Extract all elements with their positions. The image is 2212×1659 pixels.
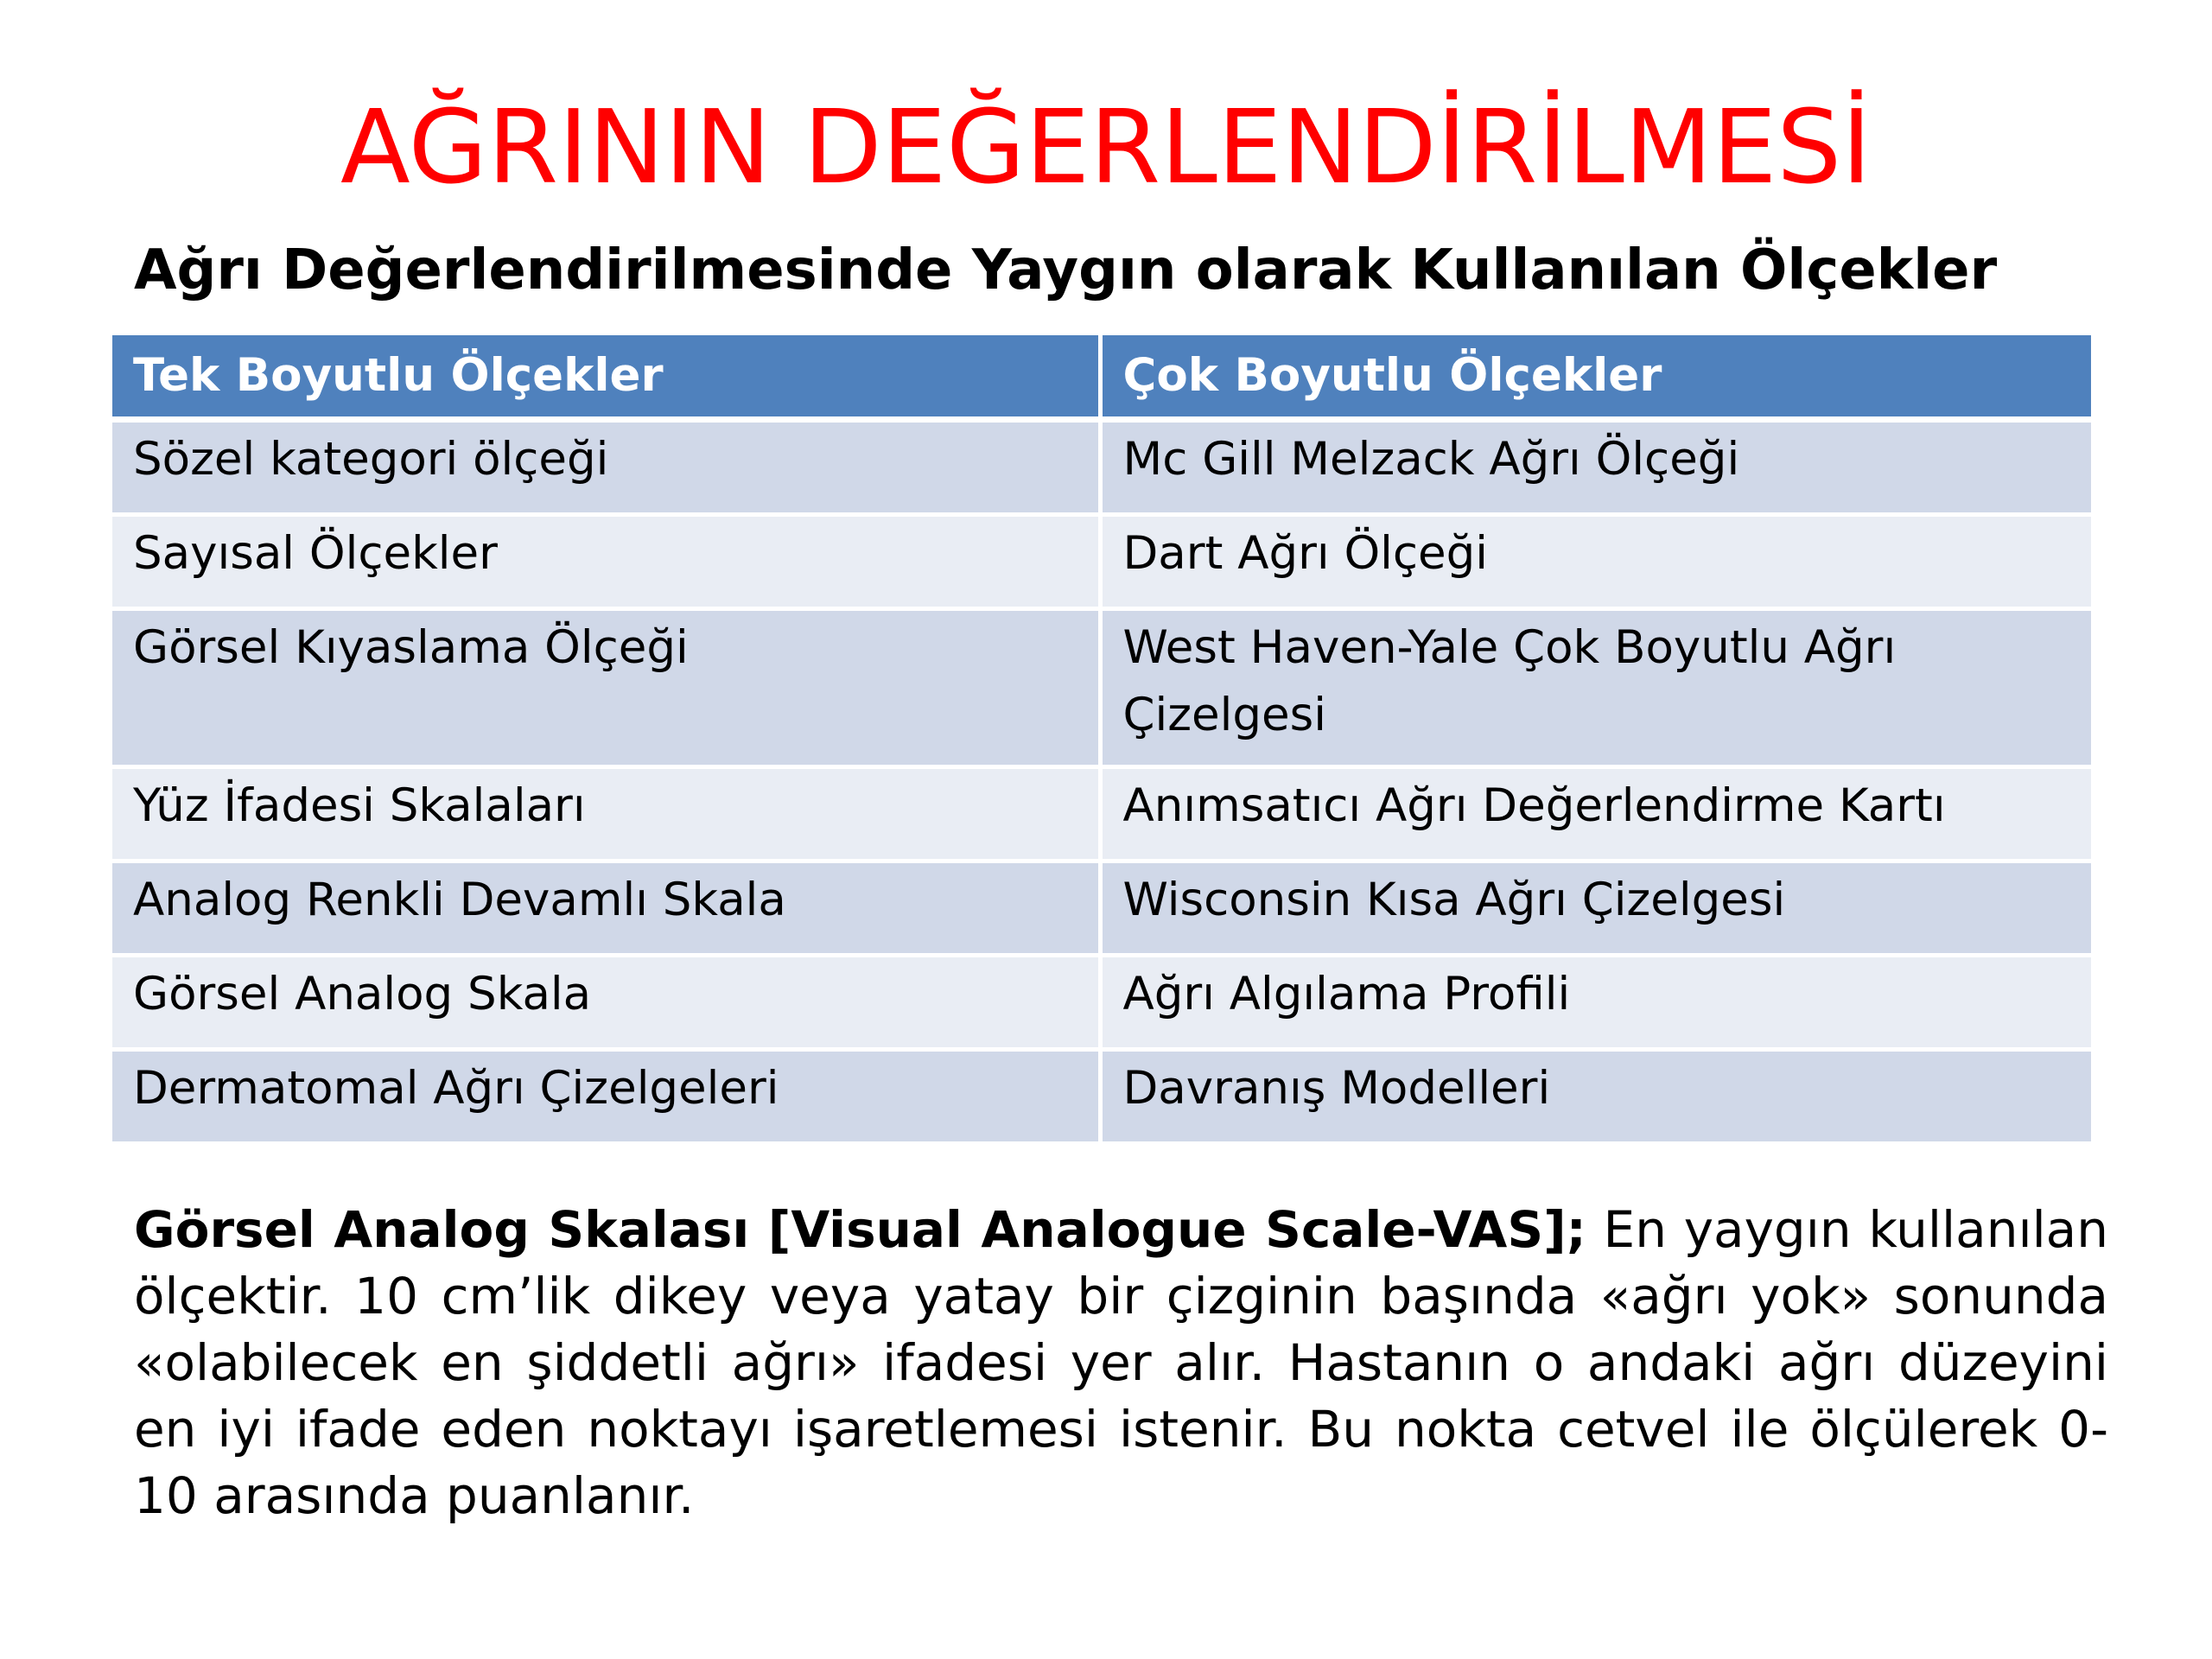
table-cell: Davranış Modelleri bbox=[1100, 1050, 2091, 1144]
table-cell: Görsel Kıyaslama Ölçeği bbox=[112, 609, 1100, 767]
table-cell: Dart Ağrı Ölçeği bbox=[1100, 515, 2091, 609]
table-cell: Dermatomal Ağrı Çizelgeleri bbox=[112, 1050, 1100, 1144]
vas-lead: Görsel Analog Skalası [Visual Analogue Scale-VAS]; bbox=[134, 1200, 1586, 1259]
vas-description bbox=[134, 1197, 2108, 1529]
table-cell: Analog Renkli Devamlı Skala bbox=[112, 861, 1100, 956]
table-row bbox=[112, 515, 2091, 609]
table-row bbox=[112, 420, 2091, 515]
slide-title: AĞRININ DEĞERLENDİRİLMESİ bbox=[340, 87, 1872, 207]
scales-table bbox=[112, 335, 2091, 1146]
header-unidimensional: Tek Boyutlu Ölçekler bbox=[112, 335, 1100, 420]
table-row bbox=[112, 1050, 2091, 1144]
table-cell: Görsel Analog Skala bbox=[112, 956, 1100, 1050]
table-header-row bbox=[112, 335, 2091, 420]
table-cell: Wisconsin Kısa Ağrı Çizelgesi bbox=[1100, 861, 2091, 956]
table-row bbox=[112, 861, 2091, 956]
table-cell: Sözel kategori ölçeği bbox=[112, 420, 1100, 515]
table-cell: Anımsatıcı Ağrı Değerlendirme Kartı bbox=[1100, 767, 2091, 861]
vas-text: En yaygın kullanılan ölçektir. 10 cm’lik dikey veya yatay bir çizginin başında «ağrı yok» sonunda «olabilecek en şiddetli ağrı» ifadesi yer alır. Hastanın o andaki ağrı düzeyini en iyi ifade eden noktayı işaretlemesi istenir. Bu nokta cetvel ile ölçülerek 0-10 arasında puanlanır. bbox=[134, 1200, 2108, 1525]
slide-subtitle: Ağrı Değerlendirilmesinde Yaygın olarak Kullanılan Ölçekler bbox=[134, 238, 1998, 302]
table-cell: West Haven-Yale Çok Boyutlu Ağrı Çizelgesi bbox=[1100, 609, 2091, 767]
header-multidimensional: Çok Boyutlu Ölçekler bbox=[1100, 335, 2091, 420]
table-cell: Mc Gill Melzack Ağrı Ölçeği bbox=[1100, 420, 2091, 515]
table-row bbox=[112, 956, 2091, 1050]
table-row bbox=[112, 767, 2091, 861]
table-cell: Ağrı Algılama Profili bbox=[1100, 956, 2091, 1050]
table-row bbox=[112, 609, 2091, 767]
table-cell: Sayısal Ölçekler bbox=[112, 515, 1100, 609]
table-cell: Yüz İfadesi Skalaları bbox=[112, 767, 1100, 861]
